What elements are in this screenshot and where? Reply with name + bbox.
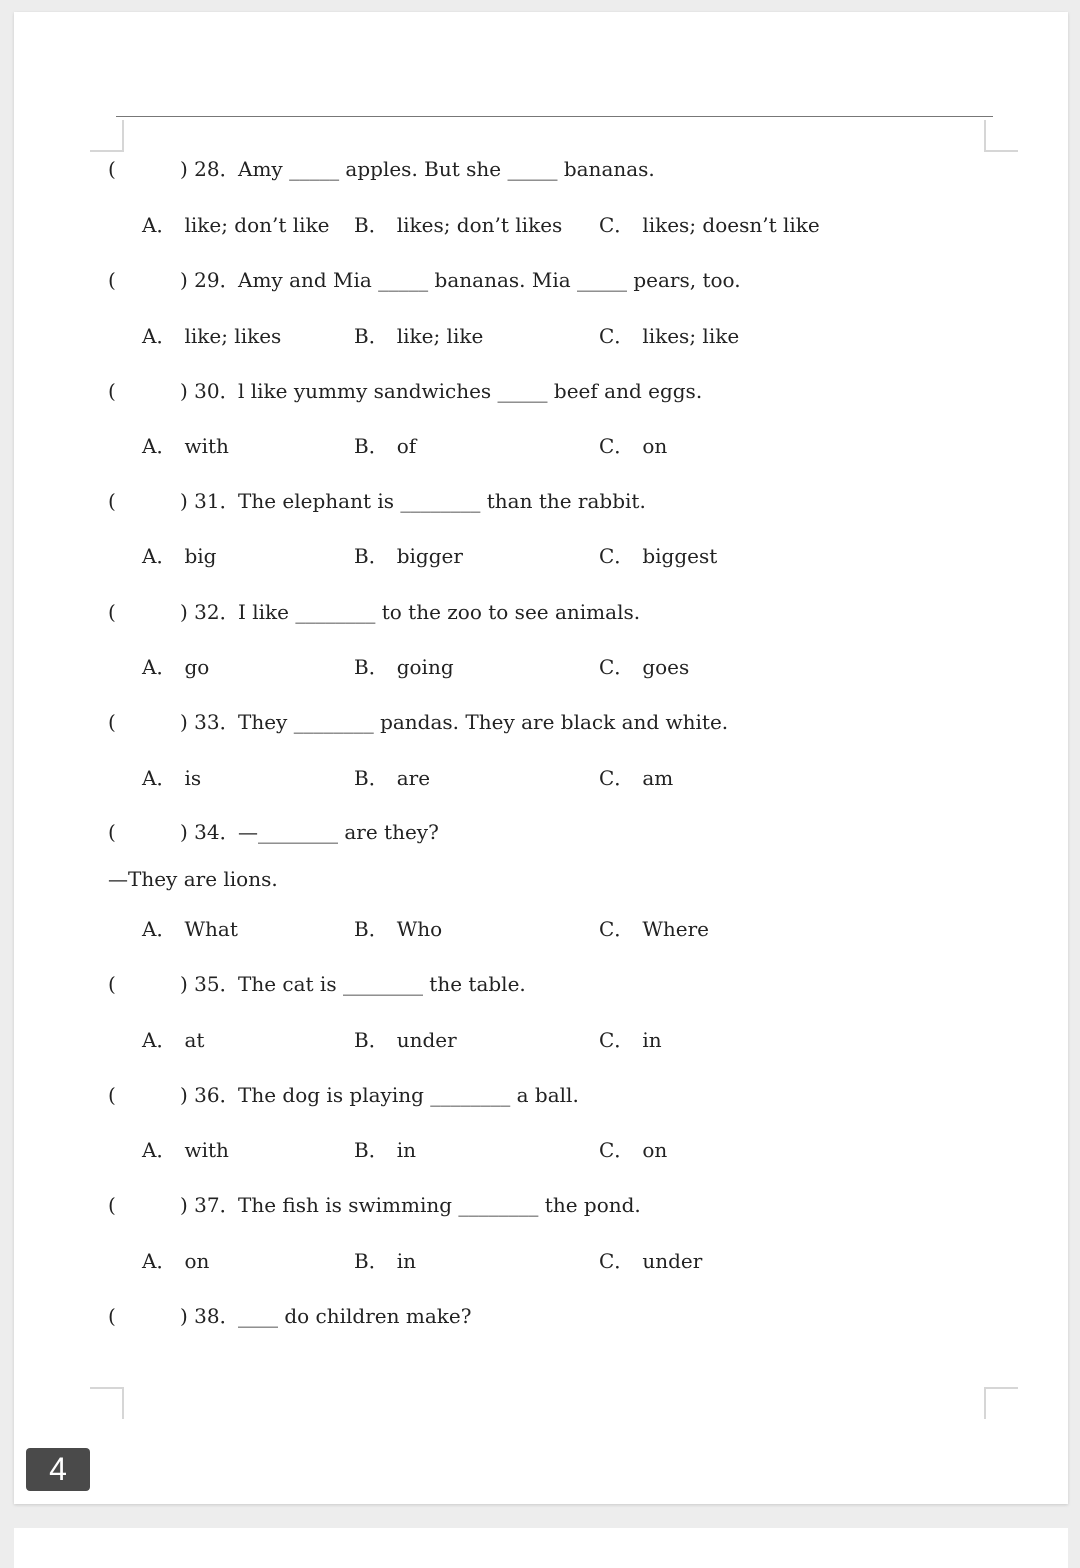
question-text: l like yummy sandwiches _____ beef and eggs.	[238, 379, 703, 403]
option-a: A． like; don’t like	[142, 213, 330, 237]
option-a: A． at	[142, 1028, 205, 1052]
option-c: C． goes	[599, 655, 690, 679]
answer-paren-open: (	[108, 489, 116, 513]
option-b: B． of	[354, 434, 417, 458]
option-c: C． am	[599, 766, 674, 790]
question-number: ) 31．	[180, 489, 240, 513]
option-a: A． with	[142, 434, 229, 458]
question-number: ) 33．	[180, 710, 240, 734]
crop-mark-top-right	[984, 120, 1018, 152]
option-a: A． on	[142, 1249, 210, 1273]
option-b: B． like; like	[354, 324, 484, 348]
option-c: C． on	[599, 1138, 668, 1162]
dialogue-answer-34: —They are lions.	[108, 867, 278, 891]
option-c: C． Where	[599, 917, 709, 941]
option-b: B． are	[354, 766, 431, 790]
option-b: B． Who	[354, 917, 443, 941]
option-a: A． like; likes	[142, 324, 282, 348]
question-text: —________ are they?	[238, 820, 439, 844]
question-text: The cat is ________ the table.	[238, 972, 526, 996]
answer-paren-open: (	[108, 600, 116, 624]
option-c: C． biggest	[599, 544, 718, 568]
question-number: ) 37．	[180, 1193, 240, 1217]
answer-paren-open: (	[108, 972, 116, 996]
answer-paren-open: (	[108, 157, 116, 181]
question-text: The fish is swimming ________ the pond.	[238, 1193, 641, 1217]
answer-paren-open: (	[108, 268, 116, 292]
option-a: A． What	[142, 917, 238, 941]
page-number-badge: 4	[26, 1448, 90, 1491]
option-b: B． in	[354, 1249, 416, 1273]
option-b: B． going	[354, 655, 454, 679]
option-b: B． bigger	[354, 544, 463, 568]
question-text: Amy and Mia _____ bananas. Mia _____ pears, too.	[238, 268, 741, 292]
header-rule	[116, 116, 993, 117]
option-b: B． under	[354, 1028, 457, 1052]
option-a: A． big	[142, 544, 217, 568]
option-c: C． under	[599, 1249, 703, 1273]
option-a: A． go	[142, 655, 210, 679]
question-number: ) 32．	[180, 600, 240, 624]
answer-paren-open: (	[108, 1083, 116, 1107]
option-a: A． is	[142, 766, 202, 790]
option-a: A． with	[142, 1138, 229, 1162]
option-c: C． in	[599, 1028, 662, 1052]
question-text: They ________ pandas. They are black and white.	[238, 710, 729, 734]
question-number: ) 35．	[180, 972, 240, 996]
next-page-edge	[14, 1528, 1068, 1568]
option-b: B． likes; don’t likes	[354, 213, 563, 237]
question-text: I like ________ to the zoo to see animals.	[238, 600, 641, 624]
question-number: ) 28．	[180, 157, 240, 181]
question-number: ) 36．	[180, 1083, 240, 1107]
question-number: ) 34．	[180, 820, 240, 844]
answer-paren-open: (	[108, 1193, 116, 1217]
question-number: ) 38．	[180, 1304, 240, 1328]
crop-mark-bottom-right	[984, 1387, 1018, 1419]
crop-mark-bottom-left	[90, 1387, 124, 1419]
option-b: B． in	[354, 1138, 416, 1162]
question-text: The dog is playing ________ a ball.	[238, 1083, 579, 1107]
answer-paren-open: (	[108, 820, 116, 844]
option-c: C． likes; doesn’t like	[599, 213, 820, 237]
answer-paren-open: (	[108, 710, 116, 734]
question-number: ) 29．	[180, 268, 240, 292]
option-c: C． likes; like	[599, 324, 740, 348]
question-text: The elephant is ________ than the rabbit.	[238, 489, 646, 513]
question-number: ) 30．	[180, 379, 240, 403]
question-text: Amy _____ apples. But she _____ bananas.	[238, 157, 655, 181]
option-c: C． on	[599, 434, 668, 458]
answer-paren-open: (	[108, 1304, 116, 1328]
question-text: ____ do children make?	[238, 1304, 472, 1328]
crop-mark-top-left	[90, 120, 124, 152]
answer-paren-open: (	[108, 379, 116, 403]
